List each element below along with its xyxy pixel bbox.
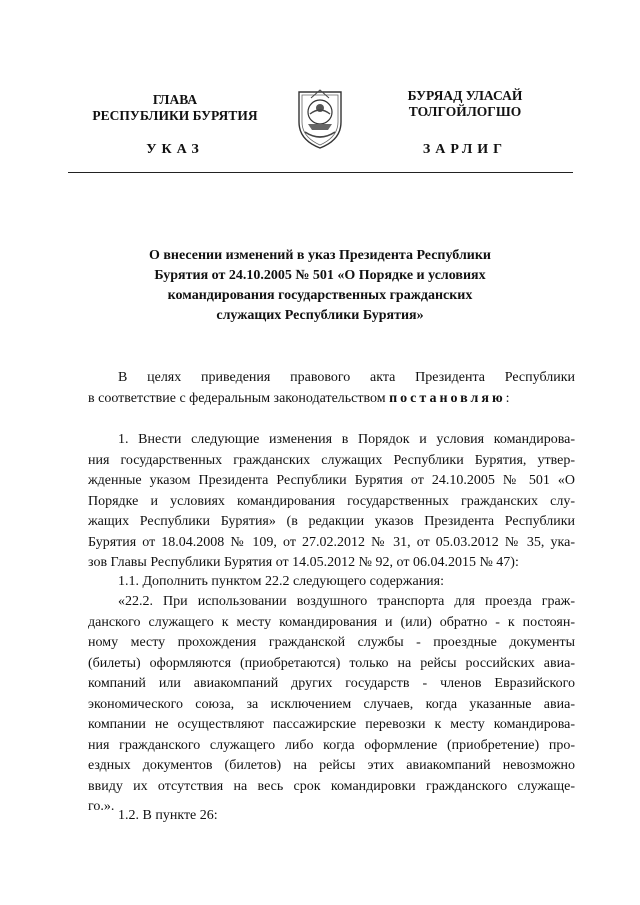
header-right-buryat xyxy=(370,88,560,120)
item22-line: ввиду их отсутствия на весь срок командировки гражданского служаще- xyxy=(88,778,575,794)
preamble-line xyxy=(88,389,575,410)
item22-line: ния гражданского служащего либо когда оформление (приобретение) про- xyxy=(88,737,575,753)
item22-line: компаний или авиакомпаний других государств - членов Евразийского xyxy=(88,676,575,691)
preamble-line: В целях приведения правового акта Президента Республики xyxy=(118,370,575,385)
title-line: Бурятия от 24.10.2005 № 501 «О Порядке и условиях xyxy=(154,268,486,283)
title-line: О внесении изменений в указ Президента Республики xyxy=(148,248,491,263)
item-1-1-paragraph xyxy=(88,572,575,593)
item-1-2-paragraph xyxy=(88,806,575,827)
document-title xyxy=(140,246,500,326)
coat-of-arms-buryatia-icon xyxy=(291,86,349,150)
item22-line: данского служащего к месту командирования и (или) обратно - к постоян- xyxy=(88,614,575,630)
header-right-line1: БУРЯАД УЛАСАЙ xyxy=(407,88,523,103)
item1-line: жащих Республики Бурятия» (в редакции указов Президента Республики xyxy=(88,514,575,529)
preamble-text: в соответствие с федеральным законодательством xyxy=(88,390,390,406)
item-22-2-paragraph xyxy=(88,592,575,818)
item1-line: Бурятия от 18.04.2008 № 109, от 27.02.2012 № 31, от 05.03.2012 № 35, ука- xyxy=(88,534,575,550)
preamble-paragraph xyxy=(88,368,575,409)
title-line: служащих Республики Бурятия» xyxy=(216,308,424,323)
item1-line: 1. Внести следующие изменения в Порядок и условия командирова- xyxy=(118,432,575,447)
item1-line: жденные указом Президента Республики Бурятия от 24.10.2005 № 501 «О xyxy=(88,473,575,488)
item22-line: экономического союза, за исключением случаев, когда указанные авиа- xyxy=(88,696,575,712)
header-right-line2: ТОЛГОЙЛОГШО xyxy=(408,104,522,119)
item22-line: (билеты) оформляются (приобретаются) только на рейсы российских авиа- xyxy=(88,655,575,671)
title-line: командирования государственных гражданских xyxy=(167,288,473,303)
item22-line: «22.2. При использовании воздушного транспорта для проезда граж- xyxy=(118,594,575,609)
item22-line: го.». xyxy=(88,799,115,814)
item1-line: зов Главы Республики Бурятия от 14.05.2012 № 92, от 06.04.2015 № 47): xyxy=(88,555,519,570)
item1-line: ния государственных гражданских служащих Республики Бурятия, утвер- xyxy=(88,452,575,468)
item1-line: Порядке и условиях командирования государственных гражданских слу- xyxy=(88,493,575,509)
header-left-line1: ГЛАВА xyxy=(152,92,198,107)
header-left-line2: РЕСПУБЛИКИ БУРЯТИЯ xyxy=(92,108,258,123)
item22-line: компании не осуществляют пассажирские перевозки к месту командирова- xyxy=(88,717,575,732)
decree-label-russian: УКАЗ xyxy=(146,142,204,157)
item1-2-line: 1.2. В пункте 26: xyxy=(118,808,218,823)
item1-1-line: 1.1. Дополнить пунктом 22.2 следующего содержания: xyxy=(118,574,445,589)
enacting-word: постановляю xyxy=(389,390,506,406)
header-left-russian xyxy=(80,92,270,124)
item22-line: ездных документов (билетов) на рейсы этих авиакомпаний невозможно xyxy=(88,758,575,773)
item22-line: ному месту прохождения гражданской службы - проездные документы xyxy=(88,635,575,650)
preamble-colon: : xyxy=(505,390,510,406)
item-1-paragraph xyxy=(88,430,575,574)
decree-label-buryat: ЗАРЛИГ xyxy=(422,142,508,157)
header-divider xyxy=(68,172,573,173)
